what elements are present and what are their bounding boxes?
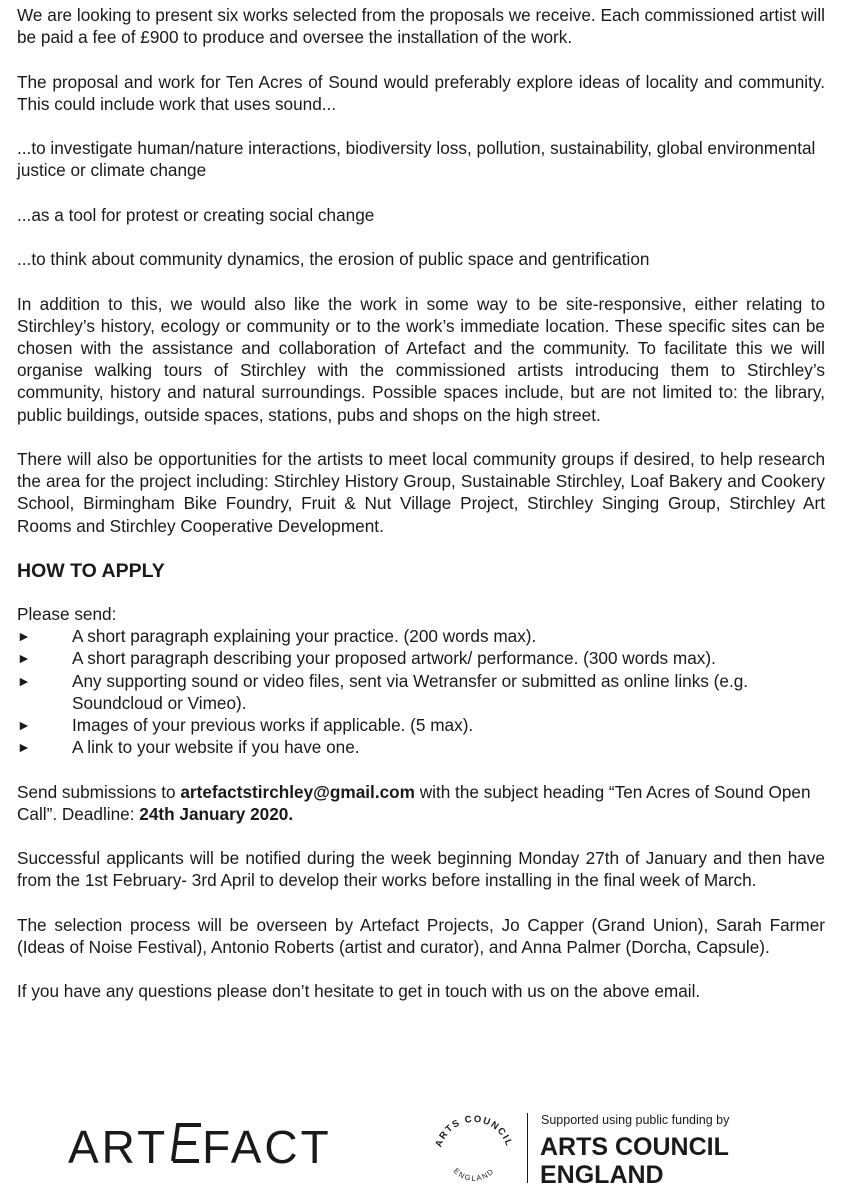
- notification-paragraph: Successful applicants will be notified during the week beginning Monday 27th of January and then have from the 1st February- 3rd April to develop their works before installing in the final week of March.: [17, 848, 825, 891]
- theme-option-environment: ...to investigate human/nature interactions, biodiversity loss, pollution, sustainability, global environmental justice or climate change: [17, 138, 816, 181]
- footer-logos: [0, 1105, 854, 1200]
- bullet-arrow-icon: ►: [17, 716, 31, 733]
- community-groups-paragraph: There will also be opportunities for the artists to meet local community groups if desired, to help research the area for the project including: Stirchley History Group, Sustainable Stirchley, Loaf Bakery and Cookery School, Birmingham Bike Foundry, Fruit & Nut Village Project, Stirchley Singing Group, Stirchley Art Rooms and Stirchley Cooperative Development.: [17, 448, 825, 536]
- bullet-arrow-icon: ►: [17, 628, 31, 645]
- theme-paragraph: The proposal and work for Ten Acres of Sound would preferably explore ideas of locality and community. This could include work that uses sound...: [17, 71, 825, 114]
- list-item: ► Images of your previous works if applicable. (5 max).: [17, 714, 474, 735]
- logo-divider: [527, 1113, 528, 1183]
- intro-paragraph: We are looking to present six works selected from the proposals we receive. Each commissioned artist will be paid a fee of £900 to produce and oversee the installation of the work.: [17, 5, 825, 48]
- list-item: ► Any supporting sound or video files, sent via Wetransfer or submitted as online links (e.g. Soundcloud or Vimeo).: [17, 670, 749, 713]
- arts-council-england-wordmark: ARTS COUNCIL ENGLAND: [540, 1133, 729, 1189]
- theme-option-protest: ...as a tool for protest or creating social change: [17, 204, 375, 225]
- submission-email: artefactstirchley@gmail.com: [180, 781, 415, 802]
- list-item: ► A link to your website if you have one.: [17, 737, 360, 758]
- how-to-apply-heading: HOW TO APPLY: [17, 559, 165, 582]
- list-item: ► A short paragraph describing your proposed artwork/ performance. (300 words max).: [17, 648, 716, 669]
- please-send-label: Please send:: [17, 603, 117, 624]
- bullet-arrow-icon: ►: [17, 739, 31, 756]
- bullet-arrow-icon: ►: [17, 650, 31, 667]
- svg-text:ARTS COUNCIL: ARTS COUNCIL: [433, 1113, 515, 1149]
- selection-paragraph: The selection process will be overseen by Artefact Projects, Jo Capper (Grand Union), Sarah Farmer (Ideas of Noise Festival), Antonio Roberts (artist and curator), and Anna Palmer (Dorcha, Capsule).: [17, 914, 825, 957]
- site-responsive-paragraph: In addition to this, we would also like the work in some way to be site-responsive, either relating to Stirchley’s history, ecology or community or to the work’s immediate location. These specific sites can be chosen with the assistance and collaboration of Artefact and the community. To facilitate this we will organise walking tours of Stirchley with the commissioned artists introducing them to Stirchley’s community, history and natural surroundings. Possible spaces include, but are not limited to: the library, public buildings, outside spaces, stations, pubs and shops on the high street.: [17, 293, 825, 425]
- submission-paragraph: Send submissions to artefactstirchley@gmail.com with the subject heading “Ten Acres of Sound Open Call”. Deadline: 24th January 2020.: [17, 781, 811, 824]
- bullet-arrow-icon: ►: [17, 672, 31, 689]
- requirements-list: [17, 625, 825, 758]
- svg-text:ENGLAND: ENGLAND: [451, 1166, 497, 1183]
- list-item: ► A short paragraph explaining your practice. (200 words max).: [17, 626, 537, 647]
- theme-option-community: ...to think about community dynamics, the erosion of public space and gentrification: [17, 249, 650, 270]
- questions-paragraph: If you have any questions please don’t hesitate to get in touch with us on the above email.: [17, 981, 701, 1002]
- artefact-logo: ART FACT: [68, 1120, 332, 1176]
- funding-support-text: Supported using public funding by: [541, 1113, 730, 1127]
- arts-council-seal-icon: [428, 1108, 520, 1195]
- document-body: [17, 4, 825, 1025]
- deadline-date: 24th January 2020.: [139, 803, 294, 824]
- artefact-e-mark-icon: [168, 1121, 202, 1176]
